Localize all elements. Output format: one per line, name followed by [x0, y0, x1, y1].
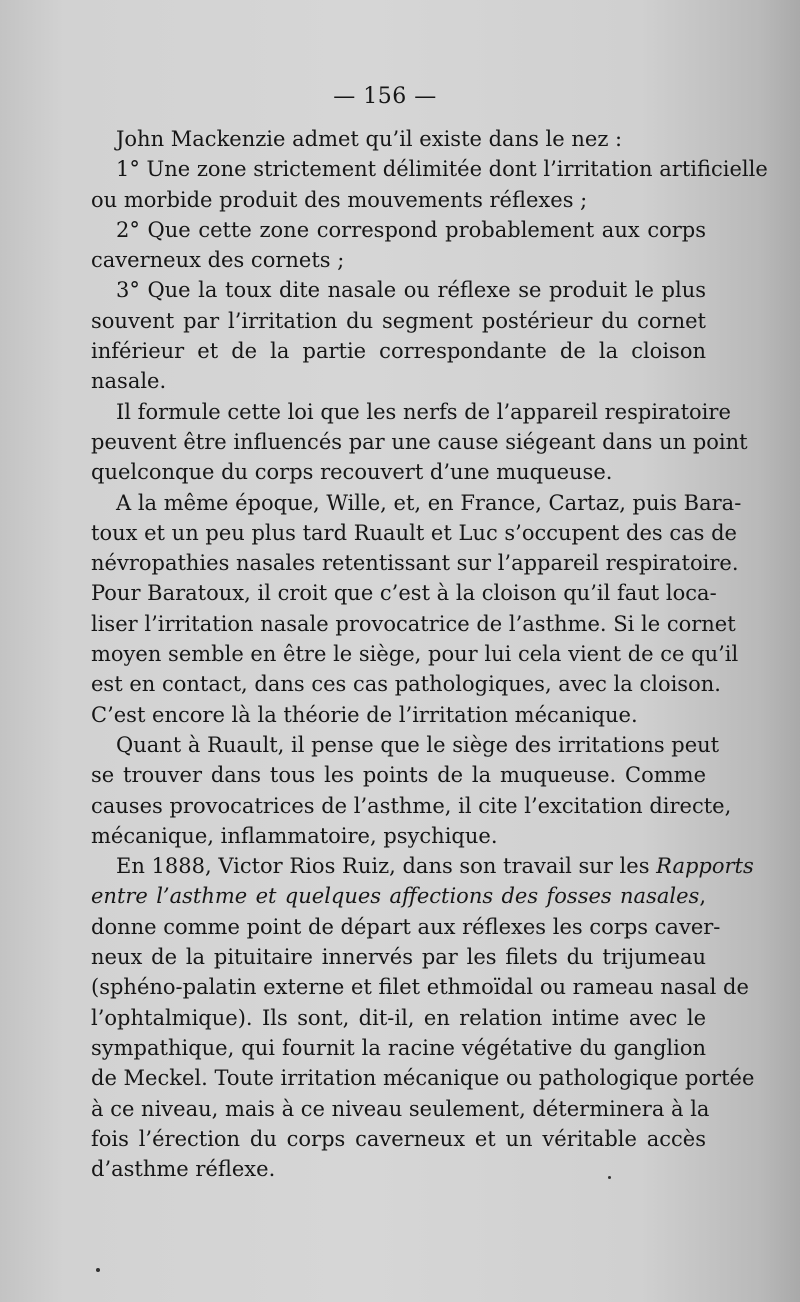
paragraph-7: [66, 730, 732, 851]
text-line: C’est encore là la théorie de l’irritation mécanique.: [91, 702, 638, 727]
text-run: En 1888, Victor Rios Ruiz, dans son travail sur les: [116, 854, 657, 879]
text-line: (sphéno-palatin externe et filet ethmoïdal ou rameau nasal de: [91, 975, 749, 1000]
page-number: — 156 —: [333, 84, 437, 109]
paragraph-4: [66, 275, 706, 396]
body-text: [66, 124, 768, 1184]
text-line: à ce niveau, mais à ce niveau seulement, déterminera à la: [91, 1096, 710, 1121]
text-line: ou morbide produit des mouvements réflexes ;: [91, 187, 588, 212]
text-line: Il formule cette loi que les nerfs de l’appareil respiratoire: [116, 399, 731, 424]
text-line: [66, 881, 706, 911]
ink-speck: [96, 1268, 100, 1272]
text-line: Quant à Ruault, il pense que le siège des irritations peut: [116, 732, 720, 757]
text-line: est en contact, dans ces cas pathologiques, avec la cloison.: [91, 672, 721, 697]
text-line: causes provocatrices de l’asthme, il cite l’excitation directe,: [91, 793, 732, 818]
text-line: 3° Que la toux dite nasale ou réflexe se produit le plus: [116, 278, 706, 303]
text-line: l’ophtalmique). Ils sont, dit-il, en relation intime avec le: [91, 1005, 706, 1030]
text-line: liser l’irritation nasale provocatrice de l’asthme. Si le cornet: [91, 611, 736, 636]
text-line: neux de la pituitaire innervés par les filets du trijumeau: [91, 945, 706, 970]
text-line: quelconque du corps recouvert d’une muqueuse.: [91, 460, 613, 485]
text-line: névropathies nasales retentissant sur l’appareil respiratoire.: [91, 551, 739, 576]
text-line: nasale.: [91, 369, 167, 394]
text-line: fois l’érection du corps caverneux et un véritable accès: [91, 1126, 706, 1151]
text-line: se trouver dans tous les points de la muqueuse. Comme: [91, 763, 706, 788]
paragraph-2: [66, 154, 768, 215]
paragraph-5: [66, 397, 748, 488]
text-line: moyen semble en être le siège, pour lui cela vient de ce qu’il: [91, 642, 739, 667]
text-line: souvent par l’irritation du segment postérieur du cornet: [91, 308, 706, 333]
text-line: caverneux des cornets ;: [91, 248, 345, 273]
text-line: [66, 851, 754, 881]
text-line: sympathique, qui fournit la racine végétative du ganglion: [91, 1035, 706, 1060]
title-italic: Rapports: [656, 854, 754, 879]
paragraph-6: [66, 488, 742, 730]
text-line: de Meckel. Toute irritation mécanique ou pathologique portée: [91, 1066, 755, 1091]
text-line: 2° Que cette zone correspond probablement aux corps: [116, 217, 706, 242]
text-line: John Mackenzie admet qu’il existe dans le nez :: [116, 127, 623, 151]
paragraph-3: [66, 215, 706, 276]
text-line: d’asthme réflexe.: [91, 1157, 276, 1182]
paragraph-8: [66, 851, 755, 1184]
paragraph-1: [66, 124, 706, 154]
text-line: peuvent être influencés par une cause siégeant dans un point: [91, 429, 748, 454]
text-line: toux et un peu plus tard Ruault et Luc s’occupent des cas de: [91, 520, 737, 545]
text-line: 1° Une zone strictement délimitée dont l’irritation artificielle: [116, 157, 768, 182]
ink-speck: [608, 1176, 611, 1179]
text-line: A la même époque, Wille, et, en France, Cartaz, puis Bara-: [116, 490, 742, 515]
text-line: Pour Baratoux, il croit que c’est à la cloison qu’il faut loca-: [91, 581, 717, 606]
text-line: inférieur et de la partie correspondante de la cloison: [91, 339, 706, 364]
text-line: donne comme point de départ aux réflexes les corps caver-: [91, 914, 721, 939]
title-italic: entre l’asthme et quelques affections des fosses nasales: [91, 884, 700, 909]
text-run: ,: [699, 884, 706, 909]
text-line: mécanique, inflammatoire, psychique.: [91, 823, 498, 848]
